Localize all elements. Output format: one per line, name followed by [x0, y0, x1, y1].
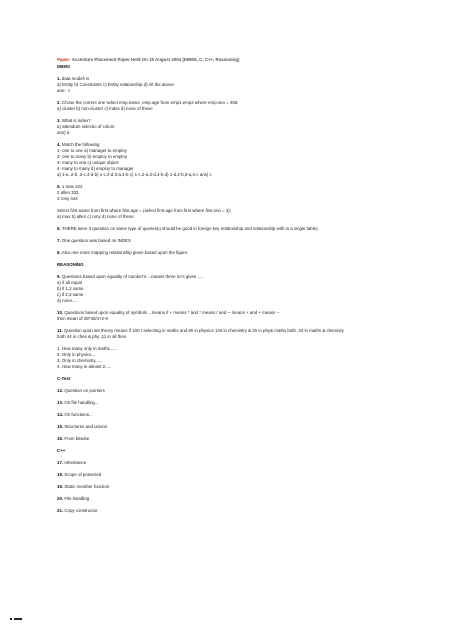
question-text: 4. How many in atleast 2.....	[57, 364, 112, 369]
question-item	[57, 400, 422, 406]
question-item	[57, 460, 422, 466]
section-heading-cpp: C++	[57, 448, 66, 453]
reasoning-question-list	[57, 274, 422, 370]
question-text: What is index?	[61, 118, 91, 123]
question-text: File handling	[64, 496, 90, 501]
question-line	[57, 130, 422, 136]
question-line	[57, 484, 422, 490]
question-number: 9.	[57, 274, 61, 279]
question-text: Question upon set theory means if 100 r selecting in maths and 90 in physics 120 in chemistry & 20 in phy& maths both ,33 in maths & chemisty	[64, 328, 344, 333]
question-number: 3.	[57, 118, 61, 123]
question-line	[57, 298, 422, 304]
question-text: ans) a	[57, 130, 70, 135]
question-text: 2 allen 333	[57, 190, 79, 195]
question-line	[57, 106, 422, 112]
question-number: 5.	[57, 184, 61, 189]
question-number: 18.	[57, 472, 64, 477]
question-text: a) cluster b) non-cluster c) index d) none of these	[57, 106, 153, 111]
question-number: 6.	[57, 226, 61, 231]
question-text: Questions based upon equality of symbols ...means if + means * and * means / and -- means + and + means --	[64, 310, 280, 315]
question-line	[57, 88, 422, 94]
question-line	[57, 388, 422, 394]
question-text: a) 1-a ,2-b ,3-c,4-d b) 1-c,2-d,3-a,4-b c) 1-c,2-a,3-d,4-b d) 1-d,2-b,3-a,4-c ans) c	[57, 172, 212, 177]
question-line	[57, 250, 422, 256]
document-content	[57, 57, 422, 514]
question-text: Questions based upon equality of number's ...means three no's given .....	[61, 274, 204, 279]
question-item	[57, 184, 422, 220]
paper-label: Paper:	[57, 57, 71, 62]
question-number: 11.	[57, 328, 63, 333]
question-text: 2- one to many b) employ to employ	[57, 154, 128, 159]
section-heading-reasoning: REASONING	[57, 262, 84, 267]
page-footer-mark	[10, 618, 20, 622]
section-heading-dbms: DBMS	[57, 64, 70, 69]
question-item	[57, 412, 422, 418]
question-text: THERE were 3 question on same type of queries(u should be good in foreign key relationship and relationship with in a single table).	[61, 226, 319, 231]
question-text: From bitwise	[64, 436, 90, 441]
question-number: 13.	[57, 400, 64, 405]
question-item	[57, 226, 422, 232]
question-text: Static member function	[64, 484, 110, 489]
question-number: 1.	[57, 76, 61, 81]
question-text: 1 max 222	[61, 184, 83, 189]
question-text: a) max b) allen c) rony d) none of these	[57, 214, 134, 219]
question-item	[57, 388, 422, 394]
question-text: Copy constructor	[64, 508, 98, 513]
question-text: a) attendum selectio of colum	[57, 124, 115, 129]
question-item	[57, 508, 422, 514]
question-number: 2.	[57, 100, 61, 105]
question-item	[57, 238, 422, 244]
question-item	[57, 274, 422, 304]
question-number: 19.	[57, 484, 64, 489]
question-text: 4- many to many d) employ to manager	[57, 166, 134, 171]
paper-title	[57, 57, 422, 63]
question-item	[57, 100, 422, 112]
ctest-question-list	[57, 388, 422, 442]
question-item	[57, 250, 422, 256]
question-line	[57, 460, 422, 466]
question-line	[57, 316, 422, 322]
dbms-question-list	[57, 76, 422, 256]
question-number: 16.	[57, 436, 64, 441]
question-text: both 44 in ches & phy ,11 in all then	[57, 334, 127, 339]
question-item	[57, 142, 422, 178]
section-heading-ctest: C-Test	[57, 376, 71, 381]
question-number: 20.	[57, 496, 64, 501]
question-line	[57, 226, 422, 232]
question-text: then mean of 28*40/4+2-6	[57, 316, 108, 321]
cpp-question-list	[57, 460, 422, 514]
question-number: 15.	[57, 424, 64, 429]
question-text: 3 rony 444	[57, 196, 78, 201]
question-text: Chose the correct one select emp.name ,emp.age from emp1,emp2 where emp.sno = 456;	[61, 100, 239, 105]
footer-bar	[14, 618, 22, 620]
question-text: 2. Only in physics...	[57, 352, 96, 357]
question-text: Select first.name from first where first.age = (select first.age from first where first.sno = 3);	[57, 208, 231, 213]
question-line	[57, 508, 422, 514]
question-line	[57, 364, 422, 370]
question-line	[57, 472, 422, 478]
question-item	[57, 424, 422, 430]
question-line	[57, 214, 422, 220]
question-line	[57, 496, 422, 502]
question-line	[57, 412, 422, 418]
question-line	[57, 238, 422, 244]
question-text: Match the following	[61, 142, 100, 147]
question-text: Also one more mapping relationship given based upon the figure.	[61, 250, 189, 255]
question-item	[57, 496, 422, 502]
question-line	[57, 172, 422, 178]
question-text: c) if 2,3 same	[57, 292, 84, 297]
question-line	[57, 400, 422, 406]
question-item	[57, 484, 422, 490]
question-text: 1. How many only in maths......	[57, 346, 118, 351]
question-text: On file handling...	[64, 400, 99, 405]
question-number: 7.	[57, 238, 61, 243]
question-number: 10.	[57, 310, 64, 315]
question-text: d) none.....	[57, 298, 78, 303]
question-text: Scope of protected	[64, 472, 102, 477]
question-text: ans:- c	[57, 88, 71, 93]
question-line	[57, 424, 422, 430]
question-item	[57, 118, 422, 136]
question-number: 4.	[57, 142, 61, 147]
question-number: 8.	[57, 250, 61, 255]
question-number: 14.	[57, 412, 64, 417]
question-item	[57, 472, 422, 478]
question-item	[57, 436, 422, 442]
question-text: One question was based on INDEX	[61, 238, 131, 243]
footer-dot	[10, 618, 12, 620]
paper-title-text: Accenture Placement Paper Held On 19 August 2004 (DBMS, C, C++, Reasoning)	[70, 57, 240, 62]
question-text: 3. Only in chemistry......	[57, 358, 103, 363]
question-text: b) if 1,2 same	[57, 286, 84, 291]
question-text: a) Entity b) Constraints c) Entity relationship d) All the above	[57, 82, 174, 87]
question-text: data model\ is	[61, 76, 90, 81]
question-text: Question on pointers	[64, 388, 105, 393]
question-item	[57, 328, 422, 370]
question-item	[57, 76, 422, 94]
question-text: Inheritance	[64, 460, 87, 465]
question-text: 1- one to one a) manager to employ	[57, 148, 127, 153]
question-text: a) if all equal	[57, 280, 82, 285]
question-number: 21.	[57, 508, 64, 513]
question-number: 12.	[57, 388, 64, 393]
question-line	[57, 436, 422, 442]
question-text: Structures and unions	[64, 424, 108, 429]
question-text: 3- many to one c) unique object	[57, 160, 119, 165]
question-number: 17.	[57, 460, 64, 465]
question-item	[57, 310, 422, 322]
question-text: On functions...	[64, 412, 93, 417]
